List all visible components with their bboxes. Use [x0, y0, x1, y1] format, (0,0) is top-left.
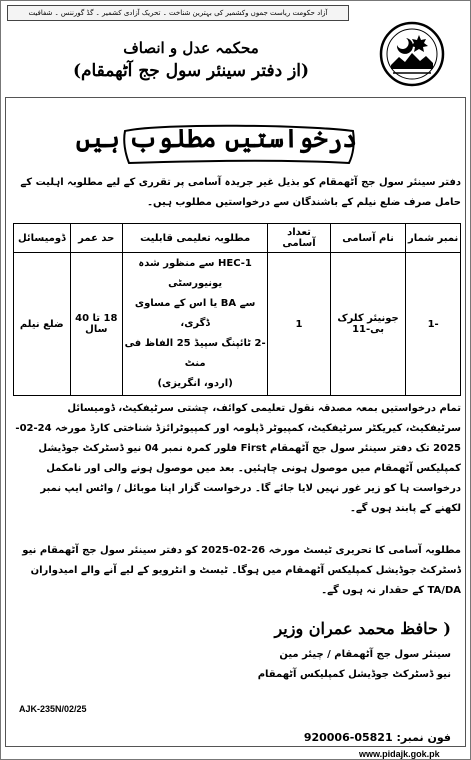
header-post: نام آسامی — [330, 224, 405, 253]
qualification-line: سے BA یا اس کے مساوی ڈگری، — [134, 298, 256, 329]
ajk-emblem-icon — [379, 21, 445, 87]
office-heading: (از دفتر سینئر سول جج آٹھمقام) — [72, 61, 310, 81]
header-serial: نمبر شمار — [406, 224, 461, 253]
header-domicile: ڈومیسائل — [14, 224, 71, 253]
cell-domicile: ضلع نیلم — [14, 253, 71, 396]
signatory-designation: سینئر سول جج آٹھمقام / چیئر مین — [279, 649, 451, 660]
signatory-name: ( حافظ محمد عمران وزیر — [274, 619, 451, 638]
cell-count: 1 — [268, 253, 331, 396]
table-row — [14, 253, 461, 396]
header-age: حد عمر — [70, 224, 123, 253]
department-heading: محکمہ عدل و انصاف — [123, 39, 259, 57]
qualification-line: HEC-1 سے منظور شدہ یونیورسٹی — [138, 258, 252, 289]
reference-number: AJK-235N/02/25 — [19, 704, 87, 714]
application-paragraph: تمام درخواستیں بمعہ مصدقہ نقول تعلیمی کوائف، چشتی سرٹیفکیٹ، ڈومیسائل سرٹیفکیٹ، کیریکٹر سرٹیفکیٹ، کمپیوٹر ڈپلومہ اور کمپیوٹرائزڈ شناختی کارڈ مورخہ 24-02-2025 تک دفتر سینئر سول جج آٹھمقام First فلور کمرہ نمبر 04 نیو ڈسٹرکٹ جوڈیشل کمپلیکس آٹھمقام میں موصول ہونی چاہئیں۔ بعد میں موصول ہونے والی اور نامکمل درخواست ہا کو زیر غور نہیں لایا جائے گا۔ درخواست گزار اپنا موبائل / واٹس ایپ نمبر لکھنے کے پابند ہوں گے۔ — [15, 403, 461, 514]
phone-number: فون نمبر: 05821-920006 — [303, 731, 451, 744]
qualification-line: (اردو، انگریزی) — [157, 378, 233, 389]
test-paragraph: مطلوبہ آسامی کا تحریری ٹیسٹ مورخہ 26-02-2025 کو دفتر سینئر سول جج آٹھمقام نیو ڈسٹرکٹ جوڈیشل کمپلیکس آٹھمقام میں ہوگا۔ ٹیسٹ و انٹرویو کے لیے آنے والے امیدواران TA/DA کے حقدار نہ ہوں گے۔ — [22, 545, 461, 596]
header-count: تعداد آسامی — [268, 224, 331, 253]
cell-post: جونیئر کلرک بی-11 — [330, 253, 405, 396]
top-banner: آزاد حکومت ریاست جموں وکشمیر کی بہترین شناخت ۔ تحریک آزادی کشمیر ۔ گڈ گورننس ۔ شفافیت — [7, 5, 349, 21]
website-link[interactable]: www.pidajk.gok.pk — [359, 749, 440, 759]
intro-paragraph: دفتر سینئر سول جج آٹھمقام کو بذیل غیر جریدہ آسامی پر تقرری کے لیے مطلوبہ اہلیت کے حامل صرف ضلع نیلم کے باشندگان سے درخواستیں مطلوب ہیں۔ — [20, 177, 461, 208]
qualification-line: -2 ٹائپنگ سپیڈ 25 الفاظ فی منٹ — [124, 338, 266, 369]
cell-qualification — [123, 253, 268, 396]
title-badge — [75, 119, 357, 167]
page-title: درخواستیں مطلوب ہیں — [75, 124, 357, 153]
cell-age: 18 تا 40 سال — [70, 253, 123, 396]
vacancy-table — [13, 223, 461, 396]
signatory-address: نیو ڈسٹرکٹ جوڈیشل کمپلیکس آٹھمقام — [257, 669, 451, 680]
cell-serial: -1 — [406, 253, 461, 396]
header-qualification: مطلوبہ تعلیمی قابلیت — [123, 224, 268, 253]
